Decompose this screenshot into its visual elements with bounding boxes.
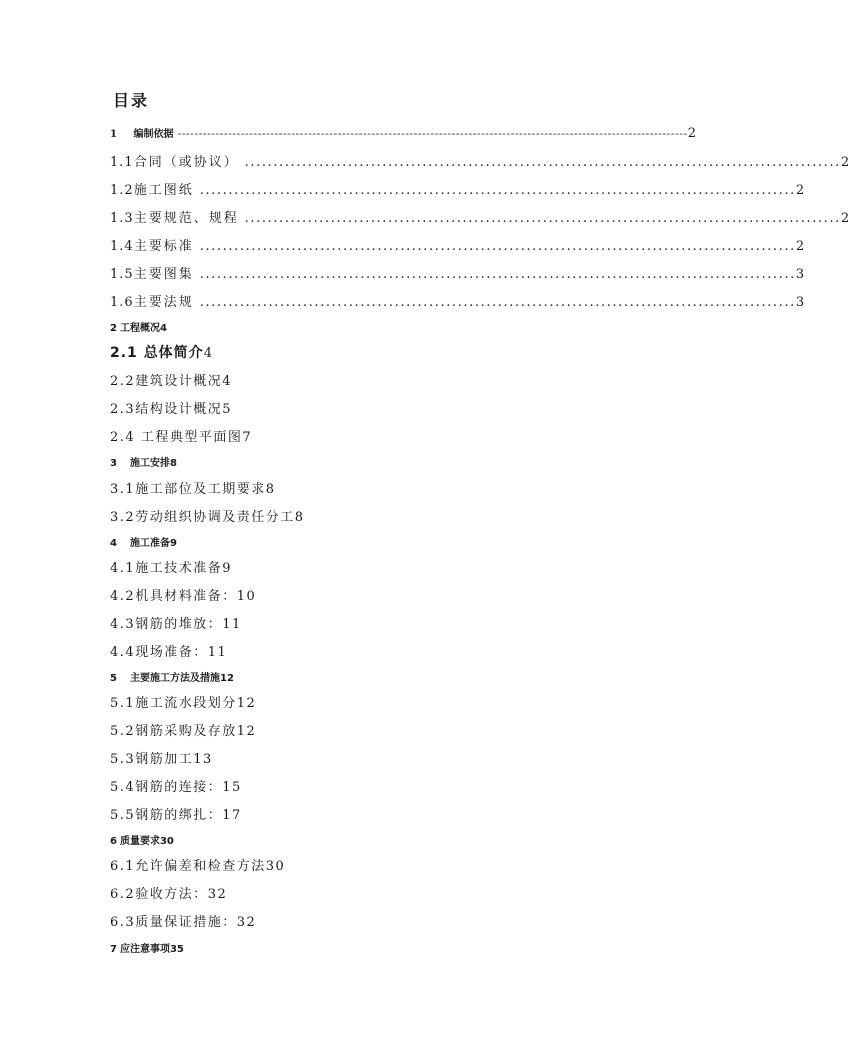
- toc-text: 钢筋的堆放：: [135, 617, 223, 632]
- toc-number: 6.3: [110, 915, 136, 930]
- toc-page: 35: [169, 944, 184, 955]
- toc-number: 2: [110, 323, 117, 334]
- toc-entry-4-2[interactable]: [110, 585, 256, 604]
- toc-number: 5.5: [110, 808, 136, 823]
- toc-page: 30: [265, 859, 286, 874]
- toc-entry-3-1[interactable]: [110, 478, 275, 497]
- toc-entry-5-3[interactable]: [110, 748, 213, 767]
- toc-page: 12: [220, 673, 234, 684]
- toc-number: 2.2: [110, 374, 136, 389]
- toc-number: 7: [110, 944, 117, 955]
- toc-text: 主要标准: [133, 239, 194, 254]
- toc-leader: ........................................................................................................: [199, 267, 796, 282]
- toc-leader: ........................................................................................................: [244, 155, 841, 170]
- toc-text: 钢筋的连接：: [135, 780, 223, 795]
- toc-number: 1.3: [110, 211, 134, 226]
- toc-leader: -------------------------------------------------------------------------------------------------------------------------: [177, 127, 688, 140]
- toc-number: 6.1: [110, 859, 136, 874]
- toc-text: 施工安排: [130, 458, 170, 469]
- toc-page: 13: [193, 752, 213, 767]
- toc-leader: ........................................................................................................: [199, 183, 796, 198]
- toc-page: 32: [236, 915, 257, 930]
- toc-text: 应注意事项: [119, 944, 170, 955]
- toc-leader: ........................................................................................................: [244, 211, 841, 226]
- toc-text: 施工流水段划分: [135, 696, 237, 711]
- toc-entry-2-2[interactable]: [110, 370, 232, 389]
- toc-entry-1-1[interactable]: [110, 151, 849, 170]
- toc-number: 4.2: [110, 589, 136, 604]
- toc-text: 钢筋采购及存放: [135, 724, 237, 739]
- toc-number: 4.1: [110, 561, 136, 576]
- toc-page: 15: [222, 780, 242, 795]
- toc-page: 8: [294, 510, 305, 525]
- toc-entry-6-1[interactable]: [110, 855, 285, 874]
- toc-entry-3-2[interactable]: [110, 506, 304, 525]
- toc-text: 编制依据: [133, 129, 174, 140]
- toc-number: 2.1: [110, 345, 138, 361]
- toc-text: 结构设计概况: [135, 402, 223, 417]
- toc-number: 2.3: [110, 402, 136, 417]
- toc-text: 验收方法：: [135, 887, 208, 902]
- toc-text: 工程概况: [119, 323, 160, 334]
- toc-text: 钢筋的绑扎：: [135, 808, 223, 823]
- toc-entry-2-4[interactable]: [110, 426, 252, 445]
- toc-page: 2: [687, 126, 696, 141]
- toc-entry-2[interactable]: [110, 319, 167, 334]
- toc-page: 3: [795, 267, 805, 282]
- toc-number: 3: [110, 458, 117, 469]
- toc-number: 1.6: [110, 295, 134, 310]
- toc-text: 施工准备: [130, 538, 170, 549]
- toc-page: 17: [222, 808, 242, 823]
- toc-number: 3.1: [110, 482, 136, 497]
- toc-entry-5-1[interactable]: [110, 692, 256, 711]
- toc-leader: ........................................................................................................: [199, 295, 796, 310]
- toc-page: 4: [203, 346, 213, 361]
- toc-number: 1.4: [110, 239, 134, 254]
- toc-page: 10: [236, 589, 257, 604]
- toc-text: 施工部位及工期要求: [135, 482, 266, 497]
- toc-text: 机具材料准备：: [135, 589, 237, 604]
- toc-page: 2: [840, 211, 849, 226]
- toc-page: 7: [242, 430, 253, 445]
- toc-page: 2: [840, 155, 849, 170]
- toc-text: 允许偏差和检查方法: [135, 859, 266, 874]
- toc-leader: ........................................................................................................: [199, 239, 796, 254]
- toc-text: 钢筋加工: [135, 752, 194, 767]
- toc-number: 6: [110, 836, 117, 847]
- toc-entry-5-2[interactable]: [110, 720, 256, 739]
- toc-page: 9: [222, 561, 232, 576]
- toc-entry-3[interactable]: [110, 454, 177, 469]
- toc-number: 1.5: [110, 267, 134, 282]
- toc-entry-6-3[interactable]: [110, 911, 256, 930]
- toc-page: 4: [159, 323, 167, 334]
- toc-entry-4[interactable]: [110, 534, 177, 549]
- toc-text: 工程典型平面图: [140, 430, 243, 445]
- toc-entry-1-2[interactable]: [110, 179, 805, 198]
- toc-text: 主要法规: [133, 295, 194, 310]
- toc-page: 11: [222, 617, 242, 632]
- toc-number: 3.2: [110, 510, 136, 525]
- toc-text: 质量要求: [119, 836, 160, 847]
- toc-page: 5: [222, 402, 232, 417]
- toc-number: 4.3: [110, 617, 136, 632]
- toc-number: 5.4: [110, 780, 136, 795]
- toc-page: 2: [795, 239, 805, 254]
- toc-entry-1-3[interactable]: [110, 207, 849, 226]
- toc-entry-5-4[interactable]: [110, 776, 242, 795]
- toc-page: 4: [222, 374, 232, 389]
- toc-number: 5.1: [110, 696, 136, 711]
- toc-page: 3: [795, 295, 805, 310]
- toc-page: 9: [170, 538, 177, 549]
- toc-page: 11: [207, 645, 228, 660]
- toc-page: 2: [795, 183, 805, 198]
- toc-entry-7[interactable]: [110, 940, 184, 955]
- toc-page: 12: [236, 696, 257, 711]
- toc-number: 5.2: [110, 724, 136, 739]
- toc-text: 现场准备：: [135, 645, 208, 660]
- toc-entry-2-1[interactable]: [110, 342, 213, 362]
- toc-entry-6-2[interactable]: [110, 883, 227, 902]
- toc-entry-5[interactable]: [110, 669, 234, 684]
- toc-number: 1: [110, 129, 117, 140]
- toc-title: 目录: [113, 91, 150, 110]
- toc-number: 4: [110, 538, 117, 549]
- toc-number: 1.1: [110, 155, 134, 170]
- toc-page: 30: [159, 836, 174, 847]
- toc-entry-2-3[interactable]: [110, 398, 232, 417]
- toc-number: 6.2: [110, 887, 136, 902]
- toc-text: 施工图纸: [133, 183, 194, 198]
- toc-text: 质量保证措施：: [135, 915, 237, 930]
- toc-entry-6[interactable]: [110, 832, 174, 847]
- toc-text: 主要图集: [133, 267, 194, 282]
- toc-number: 5.3: [110, 752, 136, 767]
- toc-entry-1-6[interactable]: [110, 291, 805, 310]
- toc-text: 主要施工方法及措施: [130, 673, 220, 684]
- toc-entry-4-3[interactable]: [110, 613, 242, 632]
- toc-page: 8: [265, 482, 276, 497]
- toc-entry-1-4[interactable]: [110, 235, 805, 254]
- toc-text: 施工技术准备: [135, 561, 223, 576]
- toc-entry-1[interactable]: [110, 125, 696, 141]
- toc-text: 主要规范、规程: [133, 211, 239, 226]
- toc-page: 8: [170, 458, 177, 469]
- toc-text: 合同（或协议）: [133, 155, 239, 170]
- toc-text: 劳动组织协调及责任分工: [135, 510, 295, 525]
- toc-entry-4-1[interactable]: [110, 557, 232, 576]
- toc-entry-1-5[interactable]: [110, 263, 805, 282]
- toc-number: 5: [110, 673, 117, 684]
- toc-text: 建筑设计概况: [135, 374, 223, 389]
- toc-text: 总体简介: [143, 345, 204, 361]
- toc-entry-5-5[interactable]: [110, 804, 242, 823]
- toc-number: 2.4: [110, 430, 136, 445]
- toc-page: 12: [236, 724, 257, 739]
- toc-entry-4-4[interactable]: [110, 641, 227, 660]
- toc-number: 4.4: [110, 645, 136, 660]
- toc-number: 1.2: [110, 183, 134, 198]
- toc-page: 32: [207, 887, 228, 902]
